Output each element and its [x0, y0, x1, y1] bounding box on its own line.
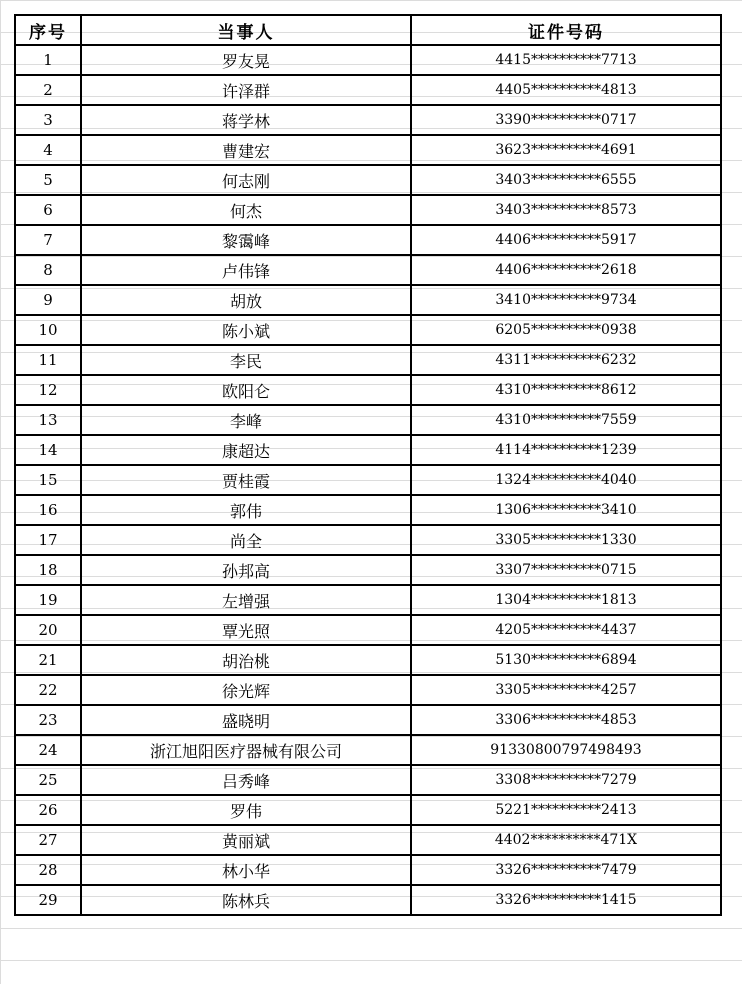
party-name-cell[interactable]: 孙邦高 [81, 555, 411, 585]
serial-number-cell[interactable]: 19 [15, 585, 81, 615]
party-name-cell[interactable]: 康超达 [81, 435, 411, 465]
table-row [15, 765, 721, 795]
party-name-cell[interactable]: 吕秀峰 [81, 765, 411, 795]
serial-number-cell[interactable]: 15 [15, 465, 81, 495]
id-number-cell[interactable]: 4406**********5917 [411, 225, 721, 255]
id-number-cell[interactable]: 5130**********6894 [411, 645, 721, 675]
id-number-cell[interactable]: 3403**********8573 [411, 195, 721, 225]
table-row [15, 405, 721, 435]
id-number-cell[interactable]: 4205**********4437 [411, 615, 721, 645]
party-name-cell[interactable]: 陈林兵 [81, 885, 411, 915]
serial-number-cell[interactable]: 7 [15, 225, 81, 255]
party-name-cell[interactable]: 李民 [81, 345, 411, 375]
party-name-cell[interactable]: 何志刚 [81, 165, 411, 195]
table-row [15, 585, 721, 615]
table-row [15, 555, 721, 585]
id-number-cell[interactable]: 3326**********7479 [411, 855, 721, 885]
table-row [15, 645, 721, 675]
table-row [15, 105, 721, 135]
party-table [14, 14, 722, 916]
serial-number-cell[interactable]: 11 [15, 345, 81, 375]
table-row [15, 195, 721, 225]
header-party[interactable]: 当事人 [81, 15, 411, 45]
party-name-cell[interactable]: 覃光照 [81, 615, 411, 645]
table-row [15, 825, 721, 855]
serial-number-cell[interactable]: 6 [15, 195, 81, 225]
serial-number-cell[interactable]: 21 [15, 645, 81, 675]
party-name-cell[interactable]: 尚全 [81, 525, 411, 555]
party-name-cell[interactable]: 许泽群 [81, 75, 411, 105]
party-name-cell[interactable]: 盛晓明 [81, 705, 411, 735]
table-row [15, 255, 721, 285]
serial-number-cell[interactable]: 12 [15, 375, 81, 405]
serial-number-cell[interactable]: 25 [15, 765, 81, 795]
header-id-number[interactable]: 证件号码 [411, 15, 721, 45]
id-number-cell[interactable]: 3326**********1415 [411, 885, 721, 915]
table-row [15, 675, 721, 705]
serial-number-cell[interactable]: 9 [15, 285, 81, 315]
id-number-cell[interactable]: 4415**********7713 [411, 45, 721, 75]
serial-number-cell[interactable]: 13 [15, 405, 81, 435]
serial-number-cell[interactable]: 28 [15, 855, 81, 885]
serial-number-cell[interactable]: 29 [15, 885, 81, 915]
id-number-cell[interactable]: 3305**********1330 [411, 525, 721, 555]
party-name-cell[interactable]: 林小华 [81, 855, 411, 885]
table-row [15, 45, 721, 75]
table-row [15, 315, 721, 345]
id-number-cell[interactable]: 4405**********4813 [411, 75, 721, 105]
id-number-cell[interactable]: 3306**********4853 [411, 705, 721, 735]
id-number-cell[interactable]: 3410**********9734 [411, 285, 721, 315]
table-row [15, 345, 721, 375]
party-name-cell[interactable]: 徐光辉 [81, 675, 411, 705]
serial-number-cell[interactable]: 20 [15, 615, 81, 645]
party-name-cell[interactable]: 黎霭峰 [81, 225, 411, 255]
serial-number-cell[interactable]: 14 [15, 435, 81, 465]
party-name-cell[interactable]: 李峰 [81, 405, 411, 435]
party-name-cell[interactable]: 罗伟 [81, 795, 411, 825]
table-row [15, 465, 721, 495]
party-name-cell[interactable]: 蒋学林 [81, 105, 411, 135]
serial-number-cell[interactable]: 24 [15, 735, 81, 765]
party-name-cell[interactable]: 郭伟 [81, 495, 411, 525]
party-name-cell[interactable]: 黄丽斌 [81, 825, 411, 855]
table-row [15, 285, 721, 315]
party-name-cell[interactable]: 陈小斌 [81, 315, 411, 345]
table-row [15, 705, 721, 735]
serial-number-cell[interactable]: 18 [15, 555, 81, 585]
id-number-cell[interactable]: 3305**********4257 [411, 675, 721, 705]
id-number-cell[interactable]: 6205**********0938 [411, 315, 721, 345]
party-name-cell[interactable]: 左增强 [81, 585, 411, 615]
serial-number-cell[interactable]: 22 [15, 675, 81, 705]
id-number-cell[interactable]: 3623**********4691 [411, 135, 721, 165]
id-number-cell[interactable]: 3307**********0715 [411, 555, 721, 585]
table-row [15, 525, 721, 555]
serial-number-cell[interactable]: 17 [15, 525, 81, 555]
id-number-cell[interactable]: 5221**********2413 [411, 795, 721, 825]
table-row [15, 795, 721, 825]
serial-number-cell[interactable]: 3 [15, 105, 81, 135]
party-name-cell[interactable]: 胡放 [81, 285, 411, 315]
party-name-cell[interactable]: 何杰 [81, 195, 411, 225]
table-row [15, 75, 721, 105]
id-number-cell[interactable]: 4114**********1239 [411, 435, 721, 465]
header-serial-number[interactable]: 序号 [15, 15, 81, 45]
serial-number-cell[interactable]: 16 [15, 495, 81, 525]
id-number-cell[interactable]: 1304**********1813 [411, 585, 721, 615]
table-row [15, 225, 721, 255]
party-name-cell[interactable]: 浙江旭阳医疗器械有限公司 [81, 735, 411, 765]
id-number-cell[interactable]: 4311**********6232 [411, 345, 721, 375]
id-number-cell[interactable]: 3390**********0717 [411, 105, 721, 135]
serial-number-cell[interactable]: 10 [15, 315, 81, 345]
table-row [15, 375, 721, 405]
id-number-cell[interactable]: 3308**********7279 [411, 765, 721, 795]
table-row [15, 615, 721, 645]
serial-number-cell[interactable]: 23 [15, 705, 81, 735]
party-name-cell[interactable]: 卢伟锋 [81, 255, 411, 285]
serial-number-cell[interactable]: 5 [15, 165, 81, 195]
serial-number-cell[interactable]: 2 [15, 75, 81, 105]
id-number-cell[interactable]: 4310**********8612 [411, 375, 721, 405]
id-number-cell[interactable]: 91330800797498493 [411, 735, 721, 765]
serial-number-cell[interactable]: 27 [15, 825, 81, 855]
table-row [15, 495, 721, 525]
table-row [15, 885, 721, 915]
table-row [15, 165, 721, 195]
id-number-cell[interactable]: 1306**********3410 [411, 495, 721, 525]
table-row [15, 855, 721, 885]
party-name-cell[interactable]: 曹建宏 [81, 135, 411, 165]
party-name-cell[interactable]: 胡治桃 [81, 645, 411, 675]
party-name-cell[interactable]: 欧阳仑 [81, 375, 411, 405]
party-name-cell[interactable]: 贾桂霞 [81, 465, 411, 495]
id-number-cell[interactable]: 1324**********4040 [411, 465, 721, 495]
id-number-cell[interactable]: 4310**********7559 [411, 405, 721, 435]
table-row [15, 735, 721, 765]
serial-number-cell[interactable]: 26 [15, 795, 81, 825]
table-row [15, 435, 721, 465]
header-row [15, 15, 721, 45]
table-row [15, 135, 721, 165]
serial-number-cell[interactable]: 1 [15, 45, 81, 75]
serial-number-cell[interactable]: 8 [15, 255, 81, 285]
id-number-cell[interactable]: 4406**********2618 [411, 255, 721, 285]
id-number-cell[interactable]: 4402**********471X [411, 825, 721, 855]
id-number-cell[interactable]: 3403**********6555 [411, 165, 721, 195]
serial-number-cell[interactable]: 4 [15, 135, 81, 165]
party-name-cell[interactable]: 罗友晃 [81, 45, 411, 75]
